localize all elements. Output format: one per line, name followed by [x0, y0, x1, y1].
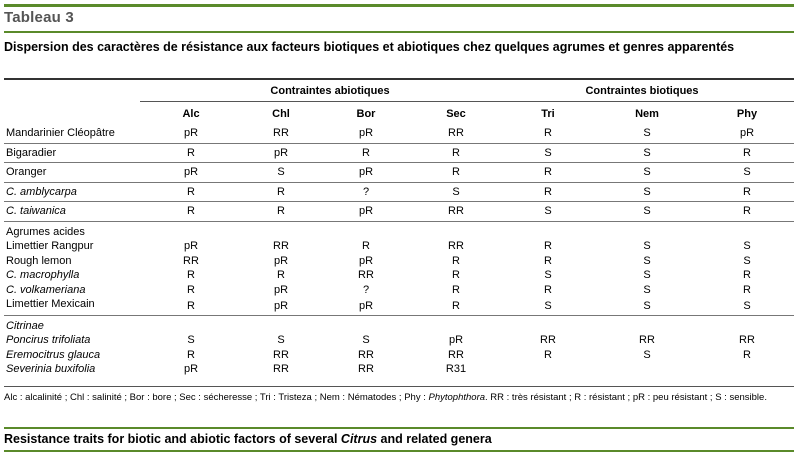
cell-value: RR: [273, 240, 289, 253]
table-label: Tableau 3: [4, 9, 74, 26]
cell-value: R: [700, 143, 794, 163]
column-header-alc: Alc: [182, 108, 200, 120]
footnote-text: Alc : alcalinité ; Chl : salinité ; Bor : bore ; Sec : sécheresse ; Tri : Tristeza ; Nem : Nématodes ; Phy :: [4, 392, 429, 403]
table-row: [4, 348, 794, 363]
column-header-chl: Chl: [272, 108, 290, 120]
table-row: [4, 333, 794, 348]
cell-value: R: [544, 240, 552, 253]
cell-value: S: [544, 269, 552, 282]
table-row: [4, 283, 794, 298]
cell-value: R: [142, 182, 240, 202]
cell-value: R: [362, 240, 370, 253]
cell-value: S: [594, 297, 700, 315]
cell-value: pR: [240, 297, 322, 315]
table-row: [4, 297, 794, 315]
cell-value: R31: [445, 363, 467, 376]
cell-value: S: [362, 334, 370, 347]
cell-value: R: [142, 202, 240, 222]
cell-value: S: [700, 163, 794, 183]
cell-value: pR: [273, 283, 289, 296]
cell-value: R: [502, 182, 594, 202]
cell-value: RR: [448, 348, 464, 361]
table-row: [4, 268, 794, 283]
cell-value: S: [643, 283, 651, 296]
cell-value: R: [743, 283, 751, 296]
cell-value: R: [322, 143, 410, 163]
column-header-row: [4, 104, 794, 124]
footnote-text-end: . RR : très résistant ; R : résistant ; pR : peu résistant ; S : sensible.: [485, 392, 767, 403]
cell-value: RR: [240, 124, 322, 143]
row-name: Rough lemon: [6, 254, 72, 267]
table-row: [4, 362, 794, 377]
cell-value: S: [502, 202, 594, 222]
biotic-underline: [500, 101, 794, 102]
cell-value: RR: [358, 363, 374, 376]
group-heading-row: [4, 221, 794, 239]
cell-value: pR: [142, 163, 240, 183]
cell-value: pR: [273, 254, 289, 267]
cell-value: R: [410, 163, 502, 183]
cell-value: pR: [358, 254, 374, 267]
cell-value: R: [544, 348, 552, 361]
cell-value: S: [277, 334, 285, 347]
row-name: Poncirus trifoliata: [6, 334, 91, 347]
cell-value: ?: [362, 283, 370, 296]
cell-value: R: [544, 283, 552, 296]
cell-value: S: [743, 254, 751, 267]
cell-value: RR: [358, 269, 374, 282]
cell-value: S: [643, 348, 651, 361]
cell-value: R: [277, 269, 285, 282]
top-border: [4, 4, 794, 7]
cell-value: RR: [639, 334, 655, 347]
cell-value: R: [544, 254, 552, 267]
cell-value: R: [502, 163, 594, 183]
cell-value: pR: [322, 297, 410, 315]
english-title-separator: [4, 427, 794, 429]
cell-value: pR: [448, 334, 464, 347]
cell-value: RR: [183, 254, 199, 267]
cell-value: R: [410, 297, 502, 315]
cell-value: S: [700, 297, 794, 315]
cell-value: S: [594, 202, 700, 222]
cell-value: pR: [142, 124, 240, 143]
cell-value: R: [743, 269, 751, 282]
footnote-phytophthora: Phytophthora: [428, 392, 486, 403]
cell-value: RR: [540, 334, 556, 347]
table-row: [4, 254, 794, 269]
cell-value: pR: [183, 240, 199, 253]
table-title: Dispersion des caractères de résistance aux facteurs biotiques et abiotiques chez quelques agrumes et genres apparentés: [4, 40, 735, 54]
cell-value: S: [240, 163, 322, 183]
table-row: [4, 143, 794, 163]
bottom-border: [4, 450, 794, 452]
cell-value: R: [452, 254, 460, 267]
title-separator: [4, 31, 794, 33]
table-row: [4, 239, 794, 254]
cell-value: S: [643, 240, 651, 253]
row-name: Limettier Rangpur: [6, 240, 94, 253]
resistance-table: [4, 104, 794, 377]
abiotic-group-header: Contraintes abiotiques: [270, 85, 390, 97]
cell-value: S: [594, 182, 700, 202]
cell-value: S: [594, 163, 700, 183]
cell-value: pR: [322, 163, 410, 183]
cell-value: S: [594, 143, 700, 163]
cell-value: RR: [739, 334, 755, 347]
name-column-header: [4, 104, 142, 124]
column-header-tri: Tri: [541, 108, 555, 120]
cell-value: ?: [322, 182, 410, 202]
cell-value: R: [240, 202, 322, 222]
row-name: Oranger: [4, 163, 142, 183]
english-title-start: Resistance traits for biotic and abiotic factors of several: [4, 432, 341, 446]
column-header-phy: Phy: [736, 108, 758, 120]
cell-value: S: [187, 334, 195, 347]
table-bottom-rule: [4, 386, 794, 387]
table-row: [4, 202, 794, 222]
row-name: C. taiwanica: [4, 202, 142, 222]
cell-value: S: [594, 124, 700, 143]
cell-value: S: [643, 269, 651, 282]
cell-value: R: [452, 269, 460, 282]
table-footnote: [4, 392, 794, 404]
english-title-end: and related genera: [377, 432, 492, 446]
cell-value: R: [142, 143, 240, 163]
cell-value: R: [187, 348, 195, 361]
cell-value: R: [700, 202, 794, 222]
cell-value: pR: [240, 143, 322, 163]
row-name: Limettier Mexicain: [4, 297, 142, 315]
cell-value: pR: [183, 363, 199, 376]
column-header-sec: Sec: [446, 108, 466, 120]
english-title-citrus: Citrus: [340, 432, 378, 446]
cell-value: S: [743, 240, 751, 253]
cell-value: pR: [322, 124, 410, 143]
cell-value: RR: [358, 348, 374, 361]
cell-value: R: [502, 124, 594, 143]
row-name: C. volkameriana: [6, 283, 86, 296]
english-title: [4, 432, 492, 446]
cell-value: S: [502, 143, 594, 163]
cell-value: RR: [273, 363, 289, 376]
row-name: Severinia buxifolia: [6, 363, 96, 376]
table-row: [4, 163, 794, 183]
cell-value: RR: [448, 240, 464, 253]
cell-value: R: [187, 283, 195, 296]
row-name: Mandarinier Cléopâtre: [4, 124, 142, 143]
row-name: Bigaradier: [4, 143, 142, 163]
cell-value: pR: [322, 202, 410, 222]
row-name: Eremocitrus glauca: [6, 348, 101, 361]
cell-value: R: [187, 269, 195, 282]
table-row: [4, 182, 794, 202]
cell-value: R: [142, 297, 240, 315]
row-name: C. amblycarpa: [4, 182, 142, 202]
cell-value: pR: [700, 124, 794, 143]
cell-value: RR: [410, 124, 502, 143]
cell-value: R: [743, 348, 751, 361]
cell-value: S: [410, 182, 502, 202]
header-top-rule: [4, 78, 794, 80]
cell-value: [502, 362, 594, 377]
cell-value: S: [502, 297, 594, 315]
cell-value: [594, 362, 700, 377]
cell-value: R: [700, 182, 794, 202]
group-heading: Citrinae: [6, 319, 44, 332]
column-header-bor: Bor: [356, 108, 376, 120]
cell-value: R: [240, 182, 322, 202]
column-header-nem: Nem: [635, 108, 659, 120]
cell-value: R: [452, 283, 460, 296]
cell-value: RR: [273, 348, 289, 361]
biotic-group-header: Contraintes biotiques: [585, 85, 699, 97]
table-row: [4, 124, 794, 143]
cell-value: S: [643, 254, 651, 267]
cell-value: RR: [410, 202, 502, 222]
abiotic-underline: [140, 101, 500, 102]
cell-value: [700, 362, 794, 377]
row-name: C. macrophylla: [6, 269, 80, 282]
group-heading: Agrumes acides: [6, 225, 85, 238]
group-heading-row: [4, 315, 794, 333]
cell-value: R: [410, 143, 502, 163]
